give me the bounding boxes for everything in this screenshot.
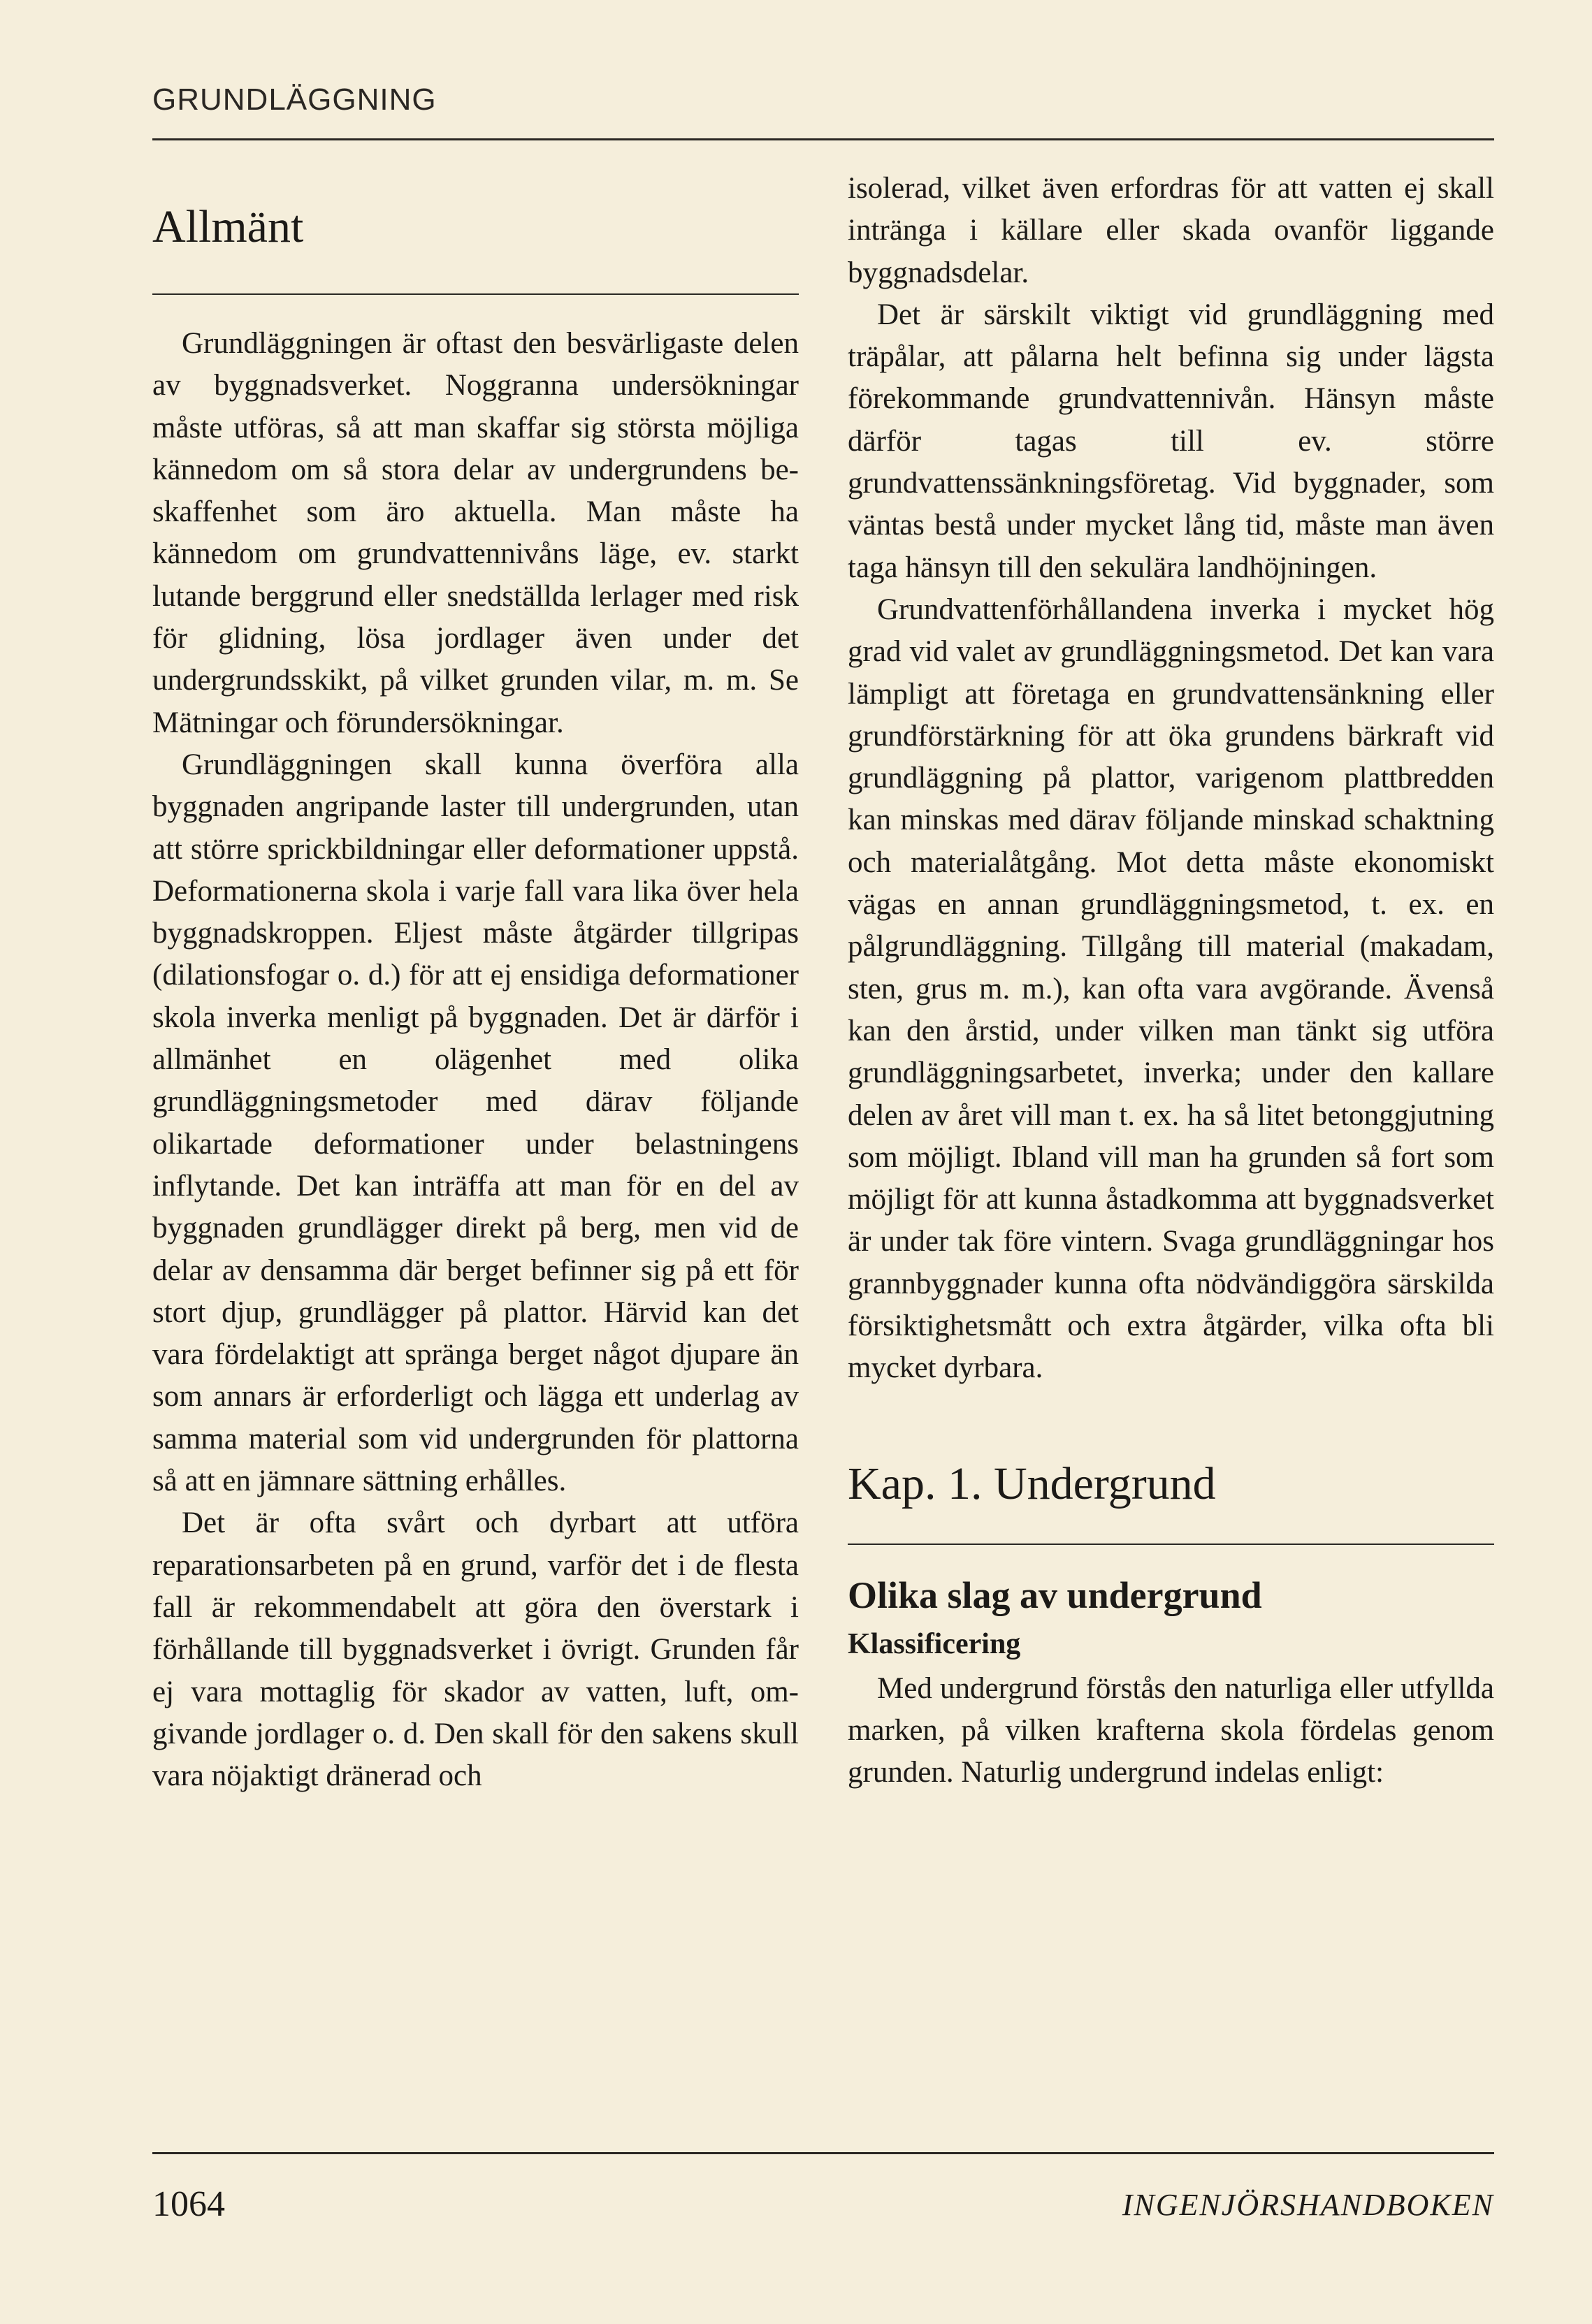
- paragraph: Med undergrund förstås den naturliga eller utfyllda marken, på vilken krafterna skola fördelas genom grunden. Naturlig undergrund indelas enligt:: [848, 1671, 1494, 1789]
- running-foot: INGENJÖRSHANDBOKEN: [1122, 2188, 1494, 2222]
- chapter-title: Kap. 1. Undergrund: [848, 1458, 1216, 1509]
- minor-heading: Klassificering: [848, 1627, 1021, 1660]
- footer-rule: [152, 2152, 1494, 2154]
- left-column: [152, 168, 799, 1797]
- page-number: 1064: [152, 2184, 225, 2224]
- paragraph: Grundläggningen är oftast den besvärligaste delen av byggnadsverket. Noggranna undersökningar måste utföras, så att man skaffar sig största möjliga kännedom om så stora delar av undergrundens beskaffenhet som äro aktuella. Man måste ha kännedom om grundvattennivåns läge, ev. starkt lutande berggrund eller snedställda lerlager med risk för glidning, lösa jordlager även under det undergrundsskikt, på vilket grunden vilar, m. m. Se Mätningar och förundersökningar.: [152, 327, 799, 739]
- paragraph: isolerad, vilket även erfordras för att vatten ej skall intränga i källare eller skada ovanför liggande byggnadsdelar.: [848, 172, 1494, 289]
- paragraph: Det är särskilt viktigt vid grundläggning med träpålar, att pålarna helt befinna sig under lägsta förekommande grundvattennivån. Hänsyn måste därför tagas till ev. större grundvattenssänkningsföretag. Vid byggnader, som väntas bestå under mycket lång tid, måste man även taga hänsyn till den sekulära landhöjningen.: [848, 298, 1494, 584]
- section-title: Allmänt: [152, 201, 304, 252]
- section-title-rule: [152, 293, 799, 295]
- header-rule: [152, 138, 1494, 140]
- chapter-title-rule: [848, 1544, 1494, 1545]
- paragraph: Grundvattenförhållandena inverka i mycket hög grad vid valet av grundläggningsmetod. Det kan vara lämpligt att företaga en grundvattensänkning eller grundförstärkning för att öka grundens bärkraft vid grundläggning på plattor, varigenom plattbredden kan minskas med därav följande minskad schaktning och materialåtgång. Mot detta måste ekonomiskt vägas en annan grundläggningsmetod, t. ex. en pålgrundläggning. Tillgång till material (makadam, sten, grus m. m.), kan ofta vara avgörande. Ävenså kan den årstid, under vilken man tänkt sig utföra grundläggningsarbetet, inverka; under den kallare delen av året vill man t. ex. ha så litet betonggjutning som möjligt. Ibland vill man ha grunden så fort som möjligt för att kunna åstadkomma att byggnadsverket är under tak före vintern. Svaga grundläggningar hos grannbyggnader kunna ofta nödvändiggöra särskilda försiktighetsmått och extra åtgärder, vilka ofta bli mycket dyrbara.: [848, 593, 1494, 1385]
- paragraph: Grundläggningen skall kunna överföra alla byggnaden angripande laster till undergrunden, utan att större sprickbildningar eller deformationer uppstå. Deformationerna skola i varje fall vara lika över hela byggnadskroppen. Eljest måste åtgärder tillgripas (dilationsfogar o. d.) för att ej ensidiga deformationer skola inverka menligt på byggnaden. Det är därför i allmänhet en olägenhet med olika grundläggningsmetoder med därav följande olikartade deformationer under belastningens inflytande. Det kan inträffa att man för en del av byggnaden grundlägger direkt på berg, men vid de delar av densamma där berget befinner sig på ett för stort djup, grundlägger på plattor. Härvid kan det vara fördelaktigt att spränga berget något djupare än som annars är erforderligt och lägga ett underlag av samma material som vid undergrunden för plattorna så att en jämnare sättning erhålles.: [152, 748, 799, 1498]
- sub-heading: Olika slag av undergrund: [848, 1574, 1262, 1616]
- paragraph: Det är ofta svårt och dyrbart att utföra reparationsarbeten på en grund, varför det i de flesta fall är rekommendabelt att göra den överstark i förhållande till byggnadsverket i övrigt. Grunden får ej vara mottaglig för skador av vatten, luft, omgivande jordlager o. d. Den skall för den sakens skull vara nöjaktigt dränerad och: [152, 1506, 799, 1793]
- running-head: GRUNDLÄGGNING: [152, 82, 437, 117]
- right-column: [848, 168, 1494, 1794]
